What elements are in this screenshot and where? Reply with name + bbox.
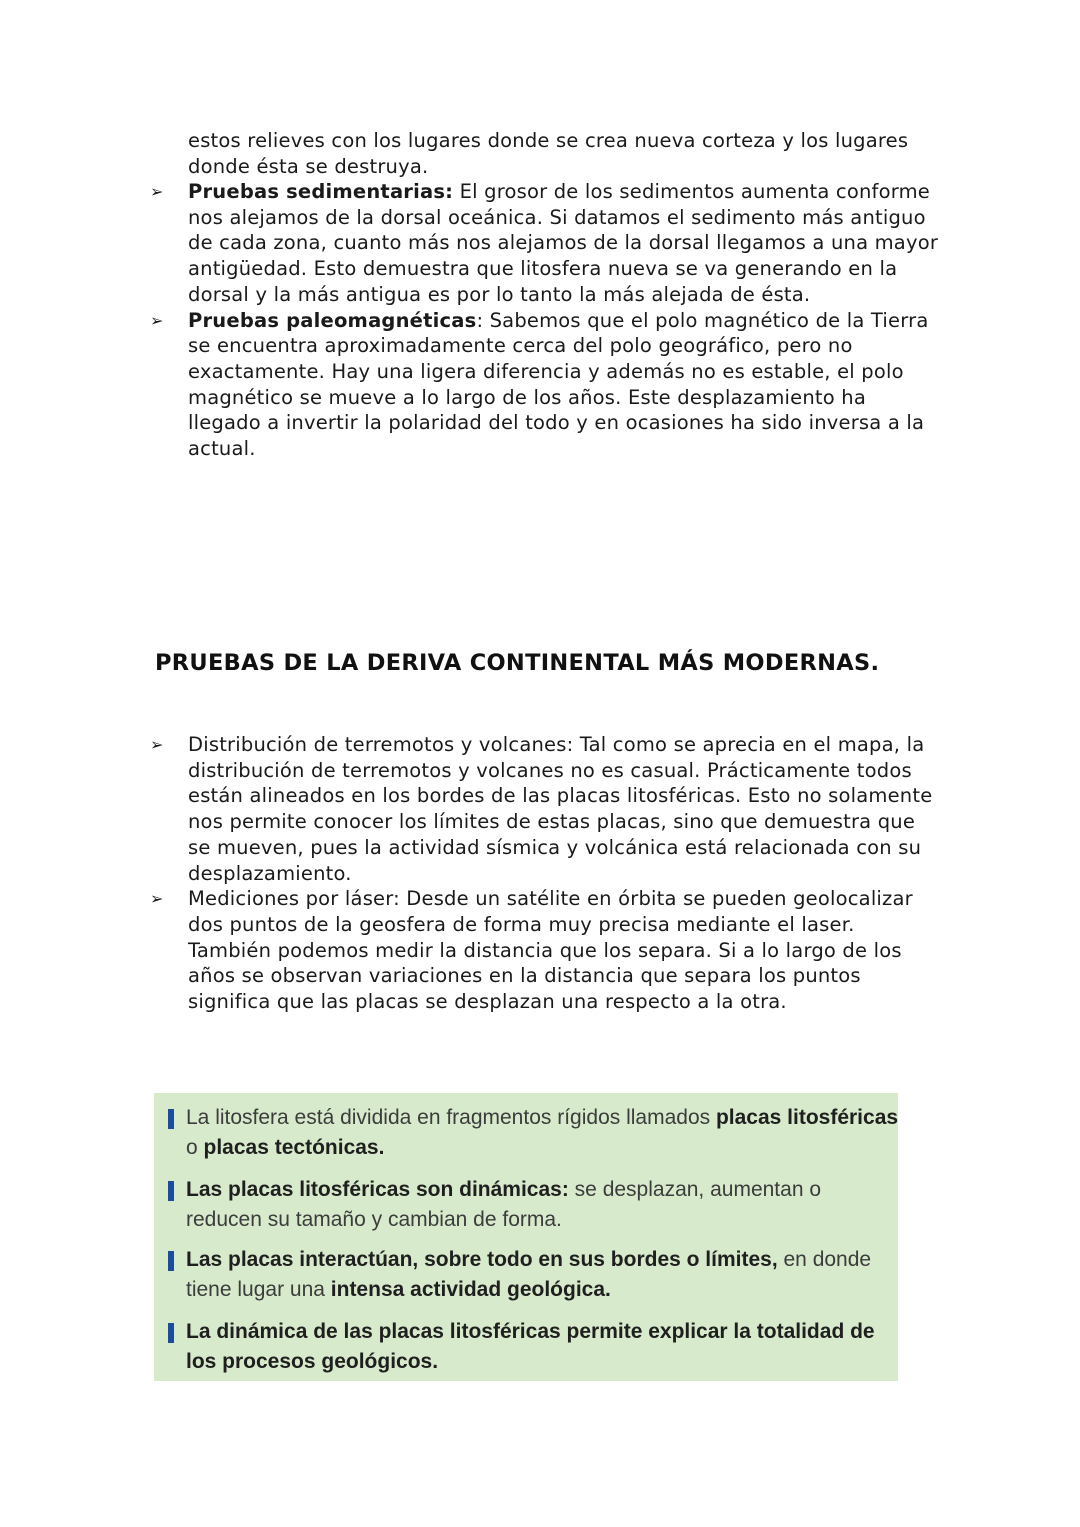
bullet-term: Pruebas paleomagnéticas bbox=[188, 308, 477, 332]
summary-item bbox=[168, 1317, 902, 1377]
continuation-paragraph: estos relieves con los lugares donde se crea nueva corteza y los lugares donde ésta se destruya. bbox=[188, 129, 909, 178]
summary-bar-marker bbox=[168, 1323, 174, 1343]
summary-item bbox=[168, 1175, 902, 1235]
summary-item bbox=[168, 1245, 902, 1305]
section-heading: PRUEBAS DE LA DERIVA CONTINENTAL MÁS MODERNAS. bbox=[155, 650, 880, 676]
geologic-evidence-list bbox=[150, 179, 940, 462]
summary-bar-marker bbox=[168, 1109, 174, 1129]
summary-bar-marker bbox=[168, 1181, 174, 1201]
summary-bold-text: placas litosféricas bbox=[715, 1106, 899, 1129]
summary-bold-text: La dinámica de las placas litosféricas permite explicar la totalidad de los procesos geológicos. bbox=[186, 1320, 875, 1373]
arrow-bullet-icon: ➢ bbox=[150, 182, 164, 201]
summary-bold-text: intensa actividad geológica. bbox=[330, 1278, 611, 1301]
list-item-earthquakes-volcanoes bbox=[150, 732, 940, 886]
bullet-term: Pruebas sedimentarias: bbox=[188, 180, 454, 203]
summary-text: en donde tiene lugar una bbox=[186, 1248, 872, 1301]
summary-bold-text: Las placas interactúan, sobre todo en sus bordes o límites, bbox=[186, 1248, 778, 1271]
summary-box bbox=[154, 1093, 898, 1381]
list-item-laser-measurements bbox=[150, 886, 940, 1015]
summary-item bbox=[168, 1103, 902, 1163]
list-item-sedimentary-evidence bbox=[150, 179, 940, 308]
arrow-bullet-icon: ➢ bbox=[150, 310, 164, 330]
arrow-bullet-icon: ➢ bbox=[150, 735, 164, 754]
summary-bold-text: Las placas litosféricas son dinámicas: bbox=[186, 1178, 569, 1201]
modern-evidence-list bbox=[150, 732, 940, 1015]
bullet-text: Distribución de terremotos y volcanes: Tal como se aprecia en el mapa, la distribución de terremotos y volcanes no es casual. Prácticamente todos están alineados en los bordes de las placas litosféricas. Esto no solamente nos permite conocer los límites de estas placas, sino que demuestra que se mueven, pues la actividad sísmica y volcánica está relacionada con su desplazamiento. bbox=[188, 733, 933, 885]
list-item-paleomagnetic-evidence bbox=[150, 308, 940, 462]
bullet-text: : Sabemos que el polo magnético de la Tierra se encuentra aproximadamente cerca del polo geográfico, pero no exactamente. Hay una ligera diferencia y además no es estable, el polo magnético se mueve a lo largo de los años. Este desplazamiento ha llegado a invertir la polaridad del todo y en ocasiones ha sido inversa a la actual. bbox=[188, 308, 929, 461]
summary-text: o bbox=[186, 1136, 204, 1159]
arrow-bullet-icon: ➢ bbox=[150, 889, 164, 909]
summary-text: se desplazan, aumentan o reducen su tamaño y cambian de forma. bbox=[186, 1178, 822, 1231]
bullet-text: El grosor de los sedimentos aumenta conforme nos alejamos de la dorsal oceánica. Si datamos el sedimento más antiguo de cada zona, cuanto más nos alejamos de la dorsal llegamos a una mayor antigüedad. Esto demuestra que litosfera nueva se va generando en la dorsal y la más antigua es por lo tanto la más alejada de ésta. bbox=[188, 180, 939, 306]
summary-bold-text: placas tectónicas. bbox=[203, 1136, 385, 1159]
summary-text: La litosfera está dividida en fragmentos rígidos llamados bbox=[186, 1106, 716, 1129]
summary-bar-marker bbox=[168, 1251, 174, 1271]
bullet-text: Mediciones por láser: Desde un satélite en órbita se pueden geolocalizar dos puntos de la geosfera de forma muy precisa mediante el laser. También podemos medir la distancia que los separa. Si a lo largo de los años se observan variaciones en la distancia que separa los puntos significa que las placas se desplazan una respecto a la otra. bbox=[188, 887, 913, 1014]
